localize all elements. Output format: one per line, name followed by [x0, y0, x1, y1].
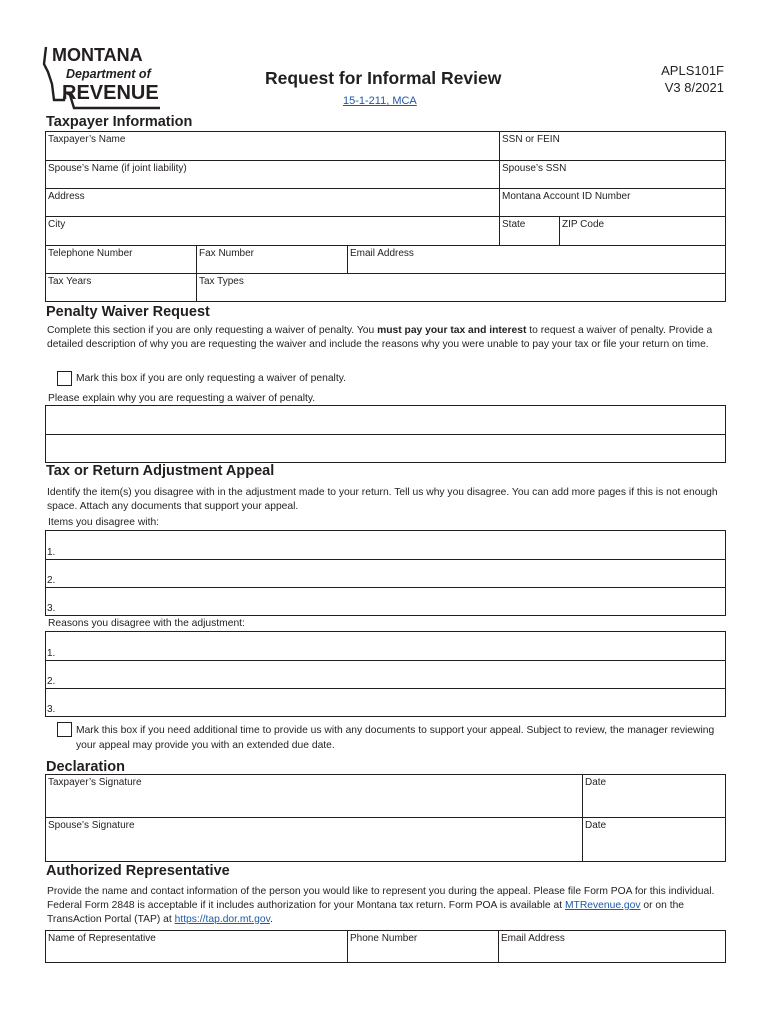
tap-link[interactable]: https://tap.dor.mt.gov — [174, 913, 271, 925]
penalty-intro: Complete this section if you are only requesting a waiver of penalty. You must pay your tax and interest to request a waiver of penalty. Provide a detailed description of why you are requesting the waiver and include the reasons why you were unable to pay your tax or file your return on time. — [47, 325, 713, 350]
items-label: Items you disagree with: — [48, 517, 160, 528]
representative-grid — [45, 930, 726, 963]
form-version: V3 8/2021 — [664, 80, 724, 95]
representative-phone-field[interactable]: Phone Number — [348, 931, 499, 962]
taxpayer-date-field[interactable]: Date — [583, 775, 725, 818]
extra-time-label: Mark this box if you need additional time to provide us with any documents to support your appeal. Subject to review, the manager reviewing your appeal may provide you with an extended due date. — [76, 725, 715, 751]
tax-types-field[interactable]: Tax Types — [199, 276, 244, 287]
state-field[interactable]: State — [500, 217, 560, 246]
item-line-2[interactable]: 2. — [46, 560, 725, 588]
form-number: APLS101F — [661, 63, 724, 78]
penalty-explain-line[interactable] — [46, 435, 725, 462]
taxpayer-name-field[interactable]: Taxpayer’s Name — [46, 132, 500, 161]
address-field[interactable]: Address — [46, 189, 500, 217]
penalty-explain-box — [45, 405, 726, 463]
form-title: Request for Informal Review — [265, 68, 502, 88]
spouse-name-field[interactable]: Spouse’s Name (if joint liability) — [46, 161, 500, 189]
representative-name-field[interactable]: Name of Representative — [46, 931, 348, 962]
item-line-3[interactable]: 3. — [47, 603, 56, 614]
fax-field[interactable]: Fax Number — [197, 246, 348, 274]
reason-line-3[interactable]: 3. — [47, 704, 56, 715]
penalty-explain-label: Please explain why you are requesting a waiver of penalty. — [48, 393, 316, 404]
item-line-1[interactable]: 1. — [46, 531, 725, 560]
spouse-signature-field[interactable]: Spouse’s Signature — [46, 818, 583, 861]
zip-field[interactable]: ZIP Code — [560, 217, 725, 246]
reason-line-2[interactable]: 2. — [46, 661, 725, 689]
montana-dor-logo — [42, 44, 164, 112]
logo-line3: REVENUE — [62, 82, 159, 104]
logo-line2: Department of — [66, 67, 151, 81]
reasons-box — [45, 631, 726, 717]
representative-intro: Provide the name and contact information of the person you would like to represent you during the appeal. Please file Form POA for this individual. Federal Form 2848 is acceptable if it includes authorization for your Montana tax return. Form POA is available at MTRevenue.gov or on the TransAction Portal (TAP) at https://tap.dor.mt.gov. — [47, 886, 715, 925]
penalty-heading: Penalty Waiver Request — [46, 304, 210, 320]
ssn-field[interactable]: SSN or FEIN — [500, 132, 725, 161]
taxpayer-grid — [45, 131, 726, 302]
reason-line-1[interactable]: 1. — [46, 632, 725, 661]
logo-line1: MONTANA — [52, 45, 143, 65]
declaration-heading: Declaration — [46, 759, 125, 775]
form-id — [661, 62, 724, 96]
mtrevenue-link[interactable]: MTRevenue.gov — [564, 899, 641, 911]
appeal-intro: Identify the item(s) you disagree with in the adjustment made to your return. Tell us why you disagree. You can add more pages if this is not enough space. Attach any documents that support your appeal. — [47, 487, 718, 512]
statute-link[interactable]: 15-1-211, MCA — [343, 95, 417, 107]
representative-email-field[interactable]: Email Address — [501, 933, 565, 944]
penalty-only-checkbox[interactable] — [57, 371, 72, 386]
email-field[interactable]: Email Address — [348, 246, 725, 274]
items-box — [45, 530, 726, 616]
spouse-ssn-field[interactable]: Spouse’s SSN — [500, 161, 725, 189]
taxpayer-signature-field[interactable]: Taxpayer’s Signature — [46, 775, 583, 818]
telephone-field[interactable]: Telephone Number — [46, 246, 197, 274]
taxpayer-heading: Taxpayer Information — [46, 114, 193, 130]
penalty-checkbox-label: Mark this box if you are only requesting a waiver of penalty. — [76, 373, 346, 384]
account-id-field[interactable]: Montana Account ID Number — [500, 189, 725, 217]
spouse-date-field[interactable]: Date — [585, 820, 607, 831]
penalty-explain-line[interactable] — [46, 406, 725, 435]
appeal-heading: Tax or Return Adjustment Appeal — [46, 463, 275, 479]
city-field[interactable]: City — [46, 217, 500, 246]
declaration-grid — [45, 774, 726, 862]
tax-years-field[interactable]: Tax Years — [46, 274, 197, 301]
reasons-label: Reasons you disagree with the adjustment: — [48, 618, 245, 629]
representative-heading: Authorized Representative — [46, 863, 230, 879]
extra-time-checkbox[interactable] — [57, 722, 72, 737]
